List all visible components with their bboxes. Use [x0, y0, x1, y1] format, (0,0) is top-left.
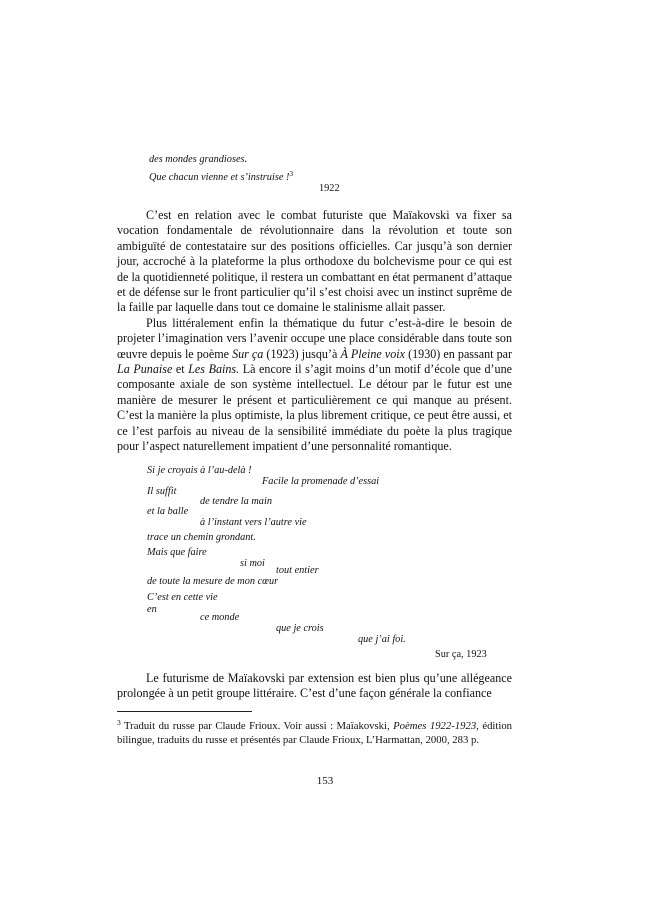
- paragraph: Le futurisme de Maïakovski par extension est bien plus qu’une allégeance prolongée à un petit groupe littéraire. C’est d’une façon générale la confiance: [117, 671, 512, 701]
- poem-year: 1922: [319, 183, 340, 194]
- text-run: Plus littéralement enfin la thématique du futur c’est-à-dire le besoin de projeter l’imagination vers l’avenir occupe une place considérable dans toute son œuvre depuis le poème: [117, 315, 512, 361]
- paragraph: C’est en relation avec le combat futuriste que Maïakovski va fixer sa vocation fondamentale de révolutionnaire dans la révolution et toute son ambiguïté de contestataire sur des positions officielles. Car jusqu’à son dernier jour, accroché à la plateforme la plus orthodoxe du bolchevisme pour ce qui est de la quotidienneté politique, il restera un combattant en état permanent d’attaque et de défense sur le front particulier qu’il s’est choisi avec un instinct suprême de la faille par laquelle dans tout ce domaine le stalinisme allait passer.: [117, 208, 512, 315]
- poem-line-with-note: [149, 167, 293, 184]
- text-run: (1930) en passant par: [405, 346, 513, 361]
- text-run: Là encore il s’agit moins d’un motif d’école que d’une composante axiale de son système intellectuel. Le détour par le futur est une manière de mesurer le présent et particulièrement ce qui manque au présent. C’est la manière la plus optimiste, la plus librement critique, ce peut être aussi, et ce l’est parfois au niveau de la sensibilité immédiate du poète la plus tragique pour l’aspect naturellement impatient d’une personnalité romantique.: [117, 362, 512, 454]
- poem-line: en: [147, 604, 157, 615]
- footnote-ref: 3: [289, 169, 294, 178]
- text-run: , édition bilingue, traduits du russe et présentés par Claude Frioux, L’Harmattan, 2000, 283 p.: [117, 720, 513, 747]
- page-number: 153: [316, 775, 334, 787]
- poem-line: si moi: [240, 558, 265, 569]
- poem-line-text: Que chacun vienne et s’instruise !: [149, 172, 290, 183]
- poem-line: Facile la promenade d’essai: [262, 476, 380, 487]
- text-run: Traduit du russe par Claude Frioux. Voir aussi : Maïakovski,: [120, 720, 394, 732]
- poem-line: Il suffit: [147, 486, 177, 497]
- poem-line: à l’instant vers l’autre vie: [200, 517, 307, 528]
- poem-line: des mondes grandioses.: [149, 154, 248, 165]
- poem-line: et la balle: [147, 506, 189, 517]
- footnote: [117, 716, 512, 747]
- text-run: (1923) jusqu’à: [263, 346, 341, 361]
- body-text: [117, 671, 512, 702]
- poem-line: de tendre la main: [200, 496, 272, 507]
- poem-line: Mais que faire: [147, 547, 207, 558]
- work-title: La Punaise: [117, 362, 173, 377]
- text-run: et: [172, 362, 189, 377]
- poem-line: de toute la mesure de mon cœur: [147, 576, 279, 587]
- paragraph: [117, 316, 512, 455]
- poem-line: que j’ai foi.: [358, 634, 406, 645]
- footnote-divider: [117, 711, 252, 712]
- work-title: Les Bains.: [188, 362, 240, 377]
- poem-line: Si je croyais à l’au-delà !: [147, 465, 252, 476]
- poem-line: tout entier: [276, 565, 319, 576]
- poem-source: Sur ça, 1923: [435, 649, 487, 660]
- poem-line: trace un chemin grondant.: [147, 532, 256, 543]
- body-text: [117, 208, 512, 455]
- work-title: Sur ça: [232, 346, 264, 361]
- poem-line: C’est en cette vie: [147, 592, 218, 603]
- work-title: À Pleine voix: [340, 346, 406, 361]
- work-title: Poèmes 1922-1923: [393, 720, 477, 732]
- poem-line: que je crois: [276, 623, 324, 634]
- poem-line: ce monde: [200, 612, 240, 623]
- footnote-number: 3: [117, 718, 121, 727]
